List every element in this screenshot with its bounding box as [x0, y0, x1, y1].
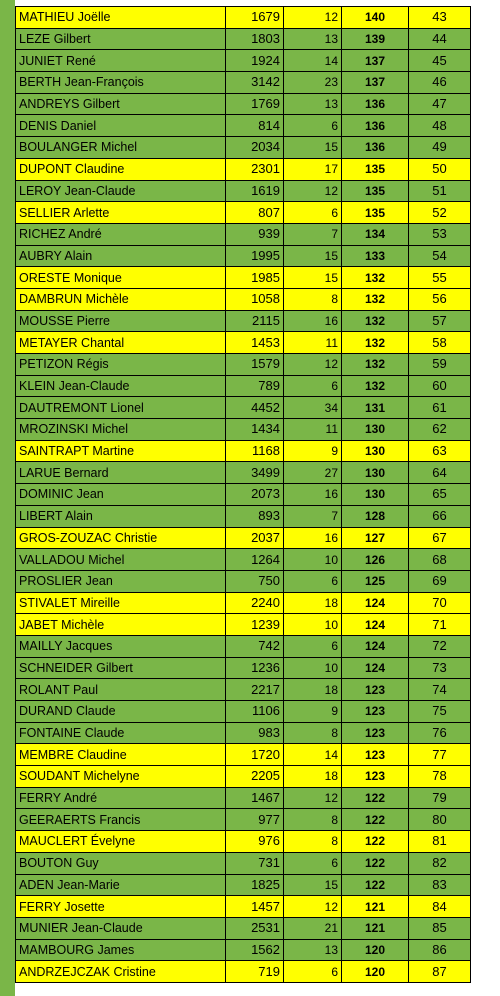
score-cell: 132 [342, 288, 409, 310]
score-cell: 132 [342, 310, 409, 332]
score-cell: 120 [342, 961, 409, 983]
points-cell: 2240 [226, 592, 284, 614]
games-cell: 10 [284, 549, 342, 571]
rank-cell: 45 [409, 50, 471, 72]
games-cell: 13 [284, 28, 342, 50]
points-cell: 2301 [226, 158, 284, 180]
games-cell: 12 [284, 896, 342, 918]
points-cell: 977 [226, 809, 284, 831]
player-name-cell: METAYER Chantal [16, 332, 226, 354]
points-cell: 2073 [226, 484, 284, 506]
ranking-table-body [16, 7, 471, 983]
points-cell: 3499 [226, 462, 284, 484]
player-name-cell: RICHEZ André [16, 223, 226, 245]
table-row [16, 115, 471, 137]
score-cell: 128 [342, 505, 409, 527]
games-cell: 27 [284, 462, 342, 484]
points-cell: 1467 [226, 787, 284, 809]
score-cell: 132 [342, 267, 409, 289]
points-cell: 1769 [226, 93, 284, 115]
table-row [16, 180, 471, 202]
points-cell: 939 [226, 223, 284, 245]
games-cell: 10 [284, 614, 342, 636]
games-cell: 16 [284, 310, 342, 332]
table-row [16, 614, 471, 636]
table-row [16, 874, 471, 896]
score-cell: 124 [342, 592, 409, 614]
table-row [16, 896, 471, 918]
rank-cell: 60 [409, 375, 471, 397]
games-cell: 6 [284, 115, 342, 137]
points-cell: 1106 [226, 701, 284, 723]
player-name-cell: MAMBOURG James [16, 939, 226, 961]
ranking-table [15, 6, 471, 983]
table-row [16, 831, 471, 853]
points-cell: 1679 [226, 7, 284, 29]
games-cell: 17 [284, 158, 342, 180]
score-cell: 137 [342, 72, 409, 94]
rank-cell: 47 [409, 93, 471, 115]
games-cell: 18 [284, 592, 342, 614]
points-cell: 1058 [226, 288, 284, 310]
score-cell: 123 [342, 701, 409, 723]
rank-cell: 87 [409, 961, 471, 983]
rank-cell: 67 [409, 527, 471, 549]
player-name-cell: BOUTON Guy [16, 852, 226, 874]
rank-cell: 78 [409, 766, 471, 788]
player-name-cell: SOUDANT Michelyne [16, 766, 226, 788]
table-row [16, 158, 471, 180]
points-cell: 814 [226, 115, 284, 137]
rank-cell: 85 [409, 917, 471, 939]
player-name-cell: FONTAINE Claude [16, 722, 226, 744]
rank-cell: 75 [409, 701, 471, 723]
points-cell: 731 [226, 852, 284, 874]
rank-cell: 44 [409, 28, 471, 50]
table-row [16, 223, 471, 245]
table-row [16, 657, 471, 679]
score-cell: 137 [342, 50, 409, 72]
player-name-cell: LEROY Jean-Claude [16, 180, 226, 202]
player-name-cell: BOULANGER Michel [16, 137, 226, 159]
table-row [16, 484, 471, 506]
player-name-cell: PETIZON Régis [16, 354, 226, 376]
games-cell: 8 [284, 809, 342, 831]
player-name-cell: PROSLIER Jean [16, 570, 226, 592]
player-name-cell: MUNIER Jean-Claude [16, 917, 226, 939]
score-cell: 132 [342, 375, 409, 397]
points-cell: 2217 [226, 679, 284, 701]
games-cell: 16 [284, 527, 342, 549]
score-cell: 130 [342, 462, 409, 484]
points-cell: 1434 [226, 419, 284, 441]
player-name-cell: ADEN Jean-Marie [16, 874, 226, 896]
rank-cell: 59 [409, 354, 471, 376]
rank-cell: 50 [409, 158, 471, 180]
rank-cell: 52 [409, 202, 471, 224]
points-cell: 1803 [226, 28, 284, 50]
table-row [16, 7, 471, 29]
score-cell: 125 [342, 570, 409, 592]
player-name-cell: ANDRZEJCZAK Cristine [16, 961, 226, 983]
games-cell: 12 [284, 787, 342, 809]
games-cell: 6 [284, 570, 342, 592]
games-cell: 6 [284, 852, 342, 874]
score-cell: 122 [342, 809, 409, 831]
score-cell: 130 [342, 419, 409, 441]
points-cell: 789 [226, 375, 284, 397]
table-row [16, 505, 471, 527]
rank-cell: 43 [409, 7, 471, 29]
games-cell: 15 [284, 874, 342, 896]
player-name-cell: SAINTRAPT Martine [16, 440, 226, 462]
table-row [16, 549, 471, 571]
score-cell: 124 [342, 614, 409, 636]
points-cell: 893 [226, 505, 284, 527]
table-row [16, 917, 471, 939]
table-row [16, 267, 471, 289]
score-cell: 133 [342, 245, 409, 267]
table-row [16, 332, 471, 354]
table-row [16, 28, 471, 50]
table-row [16, 722, 471, 744]
rank-cell: 69 [409, 570, 471, 592]
score-cell: 139 [342, 28, 409, 50]
table-row [16, 137, 471, 159]
player-name-cell: DAMBRUN Michèle [16, 288, 226, 310]
games-cell: 11 [284, 332, 342, 354]
points-cell: 2531 [226, 917, 284, 939]
player-name-cell: ANDREYS Gilbert [16, 93, 226, 115]
score-cell: 131 [342, 397, 409, 419]
games-cell: 21 [284, 917, 342, 939]
points-cell: 1239 [226, 614, 284, 636]
points-cell: 1453 [226, 332, 284, 354]
table-row [16, 72, 471, 94]
player-name-cell: GROS-ZOUZAC Christie [16, 527, 226, 549]
player-name-cell: DURAND Claude [16, 701, 226, 723]
player-name-cell: STIVALET Mireille [16, 592, 226, 614]
score-cell: 135 [342, 158, 409, 180]
rank-cell: 79 [409, 787, 471, 809]
score-cell: 121 [342, 896, 409, 918]
player-name-cell: KLEIN Jean-Claude [16, 375, 226, 397]
rank-cell: 72 [409, 635, 471, 657]
rank-cell: 58 [409, 332, 471, 354]
score-cell: 122 [342, 831, 409, 853]
score-cell: 126 [342, 549, 409, 571]
rank-cell: 61 [409, 397, 471, 419]
rank-cell: 51 [409, 180, 471, 202]
table-row [16, 375, 471, 397]
score-cell: 122 [342, 874, 409, 896]
games-cell: 23 [284, 72, 342, 94]
table-row [16, 245, 471, 267]
points-cell: 2037 [226, 527, 284, 549]
player-name-cell: GEERAERTS Francis [16, 809, 226, 831]
score-cell: 136 [342, 115, 409, 137]
games-cell: 12 [284, 7, 342, 29]
score-cell: 124 [342, 657, 409, 679]
player-name-cell: DAUTREMONT Lionel [16, 397, 226, 419]
rank-cell: 77 [409, 744, 471, 766]
score-cell: 123 [342, 744, 409, 766]
rank-cell: 46 [409, 72, 471, 94]
games-cell: 13 [284, 939, 342, 961]
points-cell: 983 [226, 722, 284, 744]
player-name-cell: MAUCLERT Évelyne [16, 831, 226, 853]
rank-cell: 82 [409, 852, 471, 874]
rank-cell: 80 [409, 809, 471, 831]
table-row [16, 939, 471, 961]
points-cell: 1924 [226, 50, 284, 72]
score-cell: 130 [342, 484, 409, 506]
table-row [16, 310, 471, 332]
score-cell: 123 [342, 679, 409, 701]
points-cell: 2115 [226, 310, 284, 332]
rank-cell: 74 [409, 679, 471, 701]
points-cell: 1579 [226, 354, 284, 376]
rank-cell: 57 [409, 310, 471, 332]
rank-cell: 53 [409, 223, 471, 245]
player-name-cell: MAILLY Jacques [16, 635, 226, 657]
points-cell: 1720 [226, 744, 284, 766]
rank-cell: 54 [409, 245, 471, 267]
table-row [16, 701, 471, 723]
table-row [16, 744, 471, 766]
games-cell: 8 [284, 722, 342, 744]
rank-cell: 76 [409, 722, 471, 744]
player-name-cell: DOMINIC Jean [16, 484, 226, 506]
games-cell: 8 [284, 831, 342, 853]
games-cell: 12 [284, 180, 342, 202]
games-cell: 9 [284, 440, 342, 462]
player-name-cell: SELLIER Arlette [16, 202, 226, 224]
table-row [16, 440, 471, 462]
table-row [16, 50, 471, 72]
table-row [16, 787, 471, 809]
score-cell: 136 [342, 93, 409, 115]
player-name-cell: MROZINSKI Michel [16, 419, 226, 441]
score-cell: 130 [342, 440, 409, 462]
rank-cell: 63 [409, 440, 471, 462]
table-row [16, 354, 471, 376]
player-name-cell: ROLANT Paul [16, 679, 226, 701]
games-cell: 12 [284, 354, 342, 376]
rank-cell: 73 [409, 657, 471, 679]
points-cell: 3142 [226, 72, 284, 94]
games-cell: 6 [284, 375, 342, 397]
games-cell: 9 [284, 701, 342, 723]
player-name-cell: MEMBRE Claudine [16, 744, 226, 766]
table-row [16, 961, 471, 983]
table-row [16, 635, 471, 657]
player-name-cell: VALLADOU Michel [16, 549, 226, 571]
games-cell: 6 [284, 202, 342, 224]
games-cell: 7 [284, 223, 342, 245]
points-cell: 742 [226, 635, 284, 657]
player-name-cell: LIBERT Alain [16, 505, 226, 527]
rank-cell: 83 [409, 874, 471, 896]
points-cell: 2034 [226, 137, 284, 159]
player-name-cell: FERRY Josette [16, 896, 226, 918]
player-name-cell: FERRY André [16, 787, 226, 809]
points-cell: 1995 [226, 245, 284, 267]
score-cell: 127 [342, 527, 409, 549]
score-cell: 122 [342, 852, 409, 874]
table-row [16, 527, 471, 549]
points-cell: 750 [226, 570, 284, 592]
table-row [16, 462, 471, 484]
player-name-cell: JABET Michèle [16, 614, 226, 636]
score-cell: 135 [342, 202, 409, 224]
table-row [16, 809, 471, 831]
points-cell: 1985 [226, 267, 284, 289]
player-name-cell: LEZE Gilbert [16, 28, 226, 50]
player-name-cell: DENIS Daniel [16, 115, 226, 137]
games-cell: 14 [284, 50, 342, 72]
points-cell: 1168 [226, 440, 284, 462]
games-cell: 11 [284, 419, 342, 441]
rank-cell: 86 [409, 939, 471, 961]
points-cell: 4452 [226, 397, 284, 419]
player-name-cell: AUBRY Alain [16, 245, 226, 267]
player-name-cell: SCHNEIDER Gilbert [16, 657, 226, 679]
games-cell: 6 [284, 635, 342, 657]
score-cell: 132 [342, 354, 409, 376]
score-cell: 140 [342, 7, 409, 29]
table-row [16, 288, 471, 310]
points-cell: 1457 [226, 896, 284, 918]
points-cell: 1562 [226, 939, 284, 961]
games-cell: 15 [284, 137, 342, 159]
table-row [16, 202, 471, 224]
table-row [16, 570, 471, 592]
rank-cell: 55 [409, 267, 471, 289]
games-cell: 13 [284, 93, 342, 115]
points-cell: 807 [226, 202, 284, 224]
points-cell: 1264 [226, 549, 284, 571]
player-name-cell: MATHIEU Joëlle [16, 7, 226, 29]
points-cell: 1825 [226, 874, 284, 896]
table-row [16, 852, 471, 874]
points-cell: 1236 [226, 657, 284, 679]
rank-cell: 71 [409, 614, 471, 636]
table-row [16, 592, 471, 614]
player-name-cell: JUNIET René [16, 50, 226, 72]
rank-cell: 66 [409, 505, 471, 527]
rank-cell: 70 [409, 592, 471, 614]
player-name-cell: BERTH Jean-François [16, 72, 226, 94]
rank-cell: 56 [409, 288, 471, 310]
score-cell: 122 [342, 787, 409, 809]
rank-cell: 68 [409, 549, 471, 571]
points-cell: 1619 [226, 180, 284, 202]
table-row [16, 397, 471, 419]
rank-cell: 64 [409, 462, 471, 484]
table-row [16, 93, 471, 115]
rank-cell: 49 [409, 137, 471, 159]
player-name-cell: MOUSSE Pierre [16, 310, 226, 332]
games-cell: 15 [284, 267, 342, 289]
score-cell: 132 [342, 332, 409, 354]
games-cell: 16 [284, 484, 342, 506]
score-cell: 121 [342, 917, 409, 939]
score-cell: 135 [342, 180, 409, 202]
left-margin-band [0, 0, 15, 996]
games-cell: 18 [284, 679, 342, 701]
games-cell: 18 [284, 766, 342, 788]
points-cell: 976 [226, 831, 284, 853]
score-cell: 120 [342, 939, 409, 961]
games-cell: 7 [284, 505, 342, 527]
points-cell: 719 [226, 961, 284, 983]
games-cell: 6 [284, 961, 342, 983]
rank-cell: 65 [409, 484, 471, 506]
table-row [16, 679, 471, 701]
score-cell: 123 [342, 766, 409, 788]
games-cell: 10 [284, 657, 342, 679]
player-name-cell: ORESTE Monique [16, 267, 226, 289]
player-name-cell: LARUE Bernard [16, 462, 226, 484]
rank-cell: 84 [409, 896, 471, 918]
score-cell: 134 [342, 223, 409, 245]
rank-cell: 62 [409, 419, 471, 441]
games-cell: 14 [284, 744, 342, 766]
rank-cell: 81 [409, 831, 471, 853]
score-cell: 123 [342, 722, 409, 744]
rank-cell: 48 [409, 115, 471, 137]
games-cell: 15 [284, 245, 342, 267]
table-row [16, 766, 471, 788]
score-cell: 136 [342, 137, 409, 159]
player-name-cell: DUPONT Claudine [16, 158, 226, 180]
table-row [16, 419, 471, 441]
games-cell: 34 [284, 397, 342, 419]
games-cell: 8 [284, 288, 342, 310]
score-cell: 124 [342, 635, 409, 657]
points-cell: 2205 [226, 766, 284, 788]
